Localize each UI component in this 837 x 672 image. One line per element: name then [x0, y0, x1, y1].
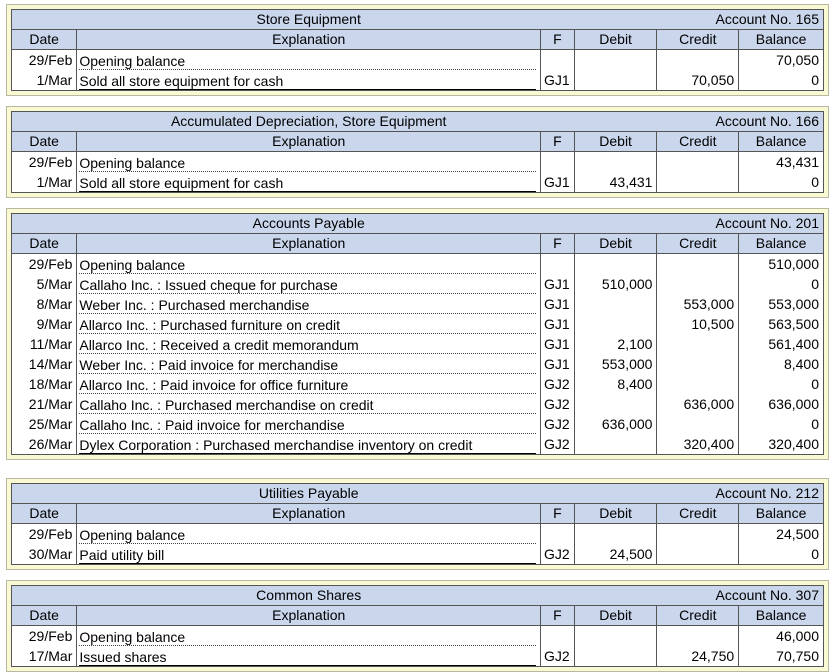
- column-header-row: [12, 30, 824, 50]
- row-credit: 24,750: [657, 646, 739, 667]
- title-spacer: [12, 484, 77, 504]
- row-balance: 636,000: [739, 394, 824, 414]
- table-row: [12, 172, 824, 193]
- ledger-table: [11, 111, 824, 193]
- explanation-header: Explanation: [77, 606, 541, 626]
- account-title: Utilities Payable: [77, 484, 541, 504]
- ledger-title-row: [12, 10, 824, 30]
- column-header-row: [12, 132, 824, 152]
- date-header: Date: [12, 606, 77, 626]
- row-balance: 43,431: [739, 152, 824, 173]
- row-folio: GJ1: [541, 314, 575, 334]
- account-number: Account No. 166: [541, 112, 824, 132]
- row-credit: [657, 334, 739, 354]
- credit-header: Credit: [657, 30, 739, 50]
- row-credit: [657, 544, 739, 565]
- row-credit: 70,050: [657, 70, 739, 91]
- ledger-title-row: [12, 112, 824, 132]
- row-balance: 70,750: [739, 646, 824, 667]
- table-row: [12, 374, 824, 394]
- row-explanation-cell: [77, 294, 541, 314]
- row-folio: GJ2: [541, 414, 575, 434]
- row-date: 29/Feb: [12, 524, 77, 545]
- table-row: [12, 524, 824, 545]
- ledger-account: [6, 4, 829, 96]
- table-row: [12, 626, 824, 647]
- row-credit: [657, 172, 739, 193]
- row-date: 9/Mar: [12, 314, 77, 334]
- row-balance: 0: [739, 544, 824, 565]
- row-explanation: Weber Inc. : Paid invoice for merchandise: [79, 355, 536, 374]
- row-balance: 70,050: [739, 50, 824, 71]
- row-explanation: Opening balance: [79, 153, 536, 172]
- row-explanation-cell: [77, 434, 541, 455]
- row-credit: 553,000: [657, 294, 739, 314]
- row-folio: GJ2: [541, 394, 575, 414]
- row-explanation-cell: [77, 374, 541, 394]
- ledger-table: [11, 9, 824, 91]
- row-folio: GJ2: [541, 374, 575, 394]
- row-balance: 561,400: [739, 334, 824, 354]
- row-explanation-cell: [77, 314, 541, 334]
- row-credit: [657, 254, 739, 275]
- title-spacer: [12, 112, 77, 132]
- row-balance: 0: [739, 274, 824, 294]
- row-explanation-cell: [77, 274, 541, 294]
- row-balance: 8,400: [739, 354, 824, 374]
- account-number: Account No. 307: [541, 586, 824, 606]
- row-date: 21/Mar: [12, 394, 77, 414]
- debit-header: Debit: [574, 606, 657, 626]
- row-credit: [657, 354, 739, 374]
- row-date: 29/Feb: [12, 50, 77, 71]
- balance-header: Balance: [739, 606, 824, 626]
- balance-header: Balance: [739, 132, 824, 152]
- row-credit: 320,400: [657, 434, 739, 455]
- row-balance: 0: [739, 70, 824, 91]
- ledger-title-row: [12, 586, 824, 606]
- row-debit: [574, 626, 657, 647]
- table-row: [12, 314, 824, 334]
- row-balance: 0: [739, 374, 824, 394]
- row-balance: 510,000: [739, 254, 824, 275]
- row-credit: [657, 626, 739, 647]
- table-row: [12, 434, 824, 455]
- row-balance: 553,000: [739, 294, 824, 314]
- row-credit: [657, 50, 739, 71]
- row-date: 11/Mar: [12, 334, 77, 354]
- row-explanation: Sold all store equipment for cash: [79, 173, 536, 192]
- row-explanation-cell: [77, 354, 541, 374]
- ledger-table: [11, 585, 824, 667]
- row-explanation-cell: [77, 394, 541, 414]
- title-spacer: [12, 214, 77, 234]
- row-folio: [541, 524, 575, 545]
- row-folio: [541, 50, 575, 71]
- row-explanation: Opening balance: [79, 525, 536, 544]
- row-debit: [574, 70, 657, 91]
- row-balance: 0: [739, 414, 824, 434]
- row-balance: 46,000: [739, 626, 824, 647]
- row-folio: GJ1: [541, 70, 575, 91]
- row-folio: GJ1: [541, 294, 575, 314]
- row-date: 18/Mar: [12, 374, 77, 394]
- row-credit: 10,500: [657, 314, 739, 334]
- debit-header: Debit: [574, 30, 657, 50]
- row-debit: 24,500: [574, 544, 657, 565]
- row-date: 1/Mar: [12, 70, 77, 91]
- ledger-title-row: [12, 484, 824, 504]
- row-debit: [574, 50, 657, 71]
- explanation-header: Explanation: [77, 30, 541, 50]
- row-balance: 320,400: [739, 434, 824, 455]
- row-date: 8/Mar: [12, 294, 77, 314]
- row-date: 5/Mar: [12, 274, 77, 294]
- debit-header: Debit: [574, 504, 657, 524]
- ledger-account: [6, 580, 829, 672]
- row-explanation: Allarco Inc. : Purchased furniture on credit: [79, 315, 536, 334]
- row-explanation-cell: [77, 414, 541, 434]
- folio-header: F: [541, 606, 575, 626]
- folio-header: F: [541, 504, 575, 524]
- row-debit: [574, 294, 657, 314]
- ledger-title-row: [12, 214, 824, 234]
- debit-header: Debit: [574, 132, 657, 152]
- title-spacer: [12, 10, 77, 30]
- ledger-table: [11, 213, 824, 455]
- folio-header: F: [541, 234, 575, 254]
- row-folio: [541, 254, 575, 275]
- row-folio: [541, 152, 575, 173]
- row-explanation: Callaho Inc. : Paid invoice for merchandise: [79, 415, 536, 434]
- row-debit: 43,431: [574, 172, 657, 193]
- row-date: 29/Feb: [12, 626, 77, 647]
- row-explanation: Allarco Inc. : Received a credit memorandum: [79, 335, 536, 354]
- row-folio: GJ2: [541, 646, 575, 667]
- row-debit: [574, 314, 657, 334]
- table-row: [12, 394, 824, 414]
- row-credit: 636,000: [657, 394, 739, 414]
- account-title: Store Equipment: [77, 10, 541, 30]
- row-folio: GJ1: [541, 354, 575, 374]
- ledger-account: [6, 106, 829, 198]
- table-row: [12, 354, 824, 374]
- row-debit: [574, 434, 657, 455]
- row-debit: [574, 524, 657, 545]
- table-row: [12, 294, 824, 314]
- row-balance: 563,500: [739, 314, 824, 334]
- row-explanation-cell: [77, 524, 541, 545]
- row-folio: GJ1: [541, 172, 575, 193]
- row-explanation: Sold all store equipment for cash: [79, 71, 536, 90]
- row-explanation-cell: [77, 544, 541, 565]
- row-date: 29/Feb: [12, 152, 77, 173]
- explanation-header: Explanation: [77, 504, 541, 524]
- table-row: [12, 334, 824, 354]
- debit-header: Debit: [574, 234, 657, 254]
- row-debit: 8,400: [574, 374, 657, 394]
- date-header: Date: [12, 234, 77, 254]
- row-explanation: Opening balance: [79, 255, 536, 274]
- folio-header: F: [541, 30, 575, 50]
- row-debit: [574, 646, 657, 667]
- explanation-header: Explanation: [77, 132, 541, 152]
- table-row: [12, 50, 824, 71]
- ledger-account: [6, 478, 829, 570]
- row-balance: 0: [739, 172, 824, 193]
- row-explanation-cell: [77, 334, 541, 354]
- row-explanation: Callaho Inc. : Purchased merchandise on credit: [79, 395, 536, 414]
- account-title: Common Shares: [77, 586, 541, 606]
- table-row: [12, 254, 824, 275]
- row-folio: GJ1: [541, 334, 575, 354]
- table-row: [12, 152, 824, 173]
- column-header-row: [12, 234, 824, 254]
- row-folio: GJ2: [541, 544, 575, 565]
- row-debit: 553,000: [574, 354, 657, 374]
- row-credit: [657, 152, 739, 173]
- folio-header: F: [541, 132, 575, 152]
- row-explanation-cell: [77, 626, 541, 647]
- row-explanation: Callaho Inc. : Issued cheque for purchase: [79, 275, 536, 294]
- table-row: [12, 414, 824, 434]
- explanation-header: Explanation: [77, 234, 541, 254]
- row-explanation-cell: [77, 70, 541, 91]
- account-number: Account No. 165: [541, 10, 824, 30]
- row-explanation: Allarco Inc. : Paid invoice for office furniture: [79, 375, 536, 394]
- row-date: 17/Mar: [12, 646, 77, 667]
- account-title: Accumulated Depreciation, Store Equipment: [77, 112, 541, 132]
- row-credit: [657, 374, 739, 394]
- account-title: Accounts Payable: [77, 214, 541, 234]
- row-explanation: Issued shares: [79, 647, 536, 666]
- row-debit: 636,000: [574, 414, 657, 434]
- row-credit: [657, 524, 739, 545]
- column-header-row: [12, 504, 824, 524]
- row-balance: 24,500: [739, 524, 824, 545]
- row-debit: 2,100: [574, 334, 657, 354]
- credit-header: Credit: [657, 234, 739, 254]
- row-folio: GJ1: [541, 274, 575, 294]
- account-number: Account No. 201: [541, 214, 824, 234]
- row-explanation-cell: [77, 152, 541, 173]
- ledger-table: [11, 483, 824, 565]
- ledger-account: [6, 208, 829, 460]
- title-spacer: [12, 586, 77, 606]
- credit-header: Credit: [657, 606, 739, 626]
- row-explanation: Weber Inc. : Purchased merchandise: [79, 295, 536, 314]
- table-row: [12, 274, 824, 294]
- row-date: 29/Feb: [12, 254, 77, 275]
- row-explanation-cell: [77, 172, 541, 193]
- credit-header: Credit: [657, 132, 739, 152]
- balance-header: Balance: [739, 234, 824, 254]
- row-folio: GJ2: [541, 434, 575, 455]
- table-row: [12, 646, 824, 667]
- row-explanation-cell: [77, 646, 541, 667]
- row-date: 26/Mar: [12, 434, 77, 455]
- row-debit: [574, 152, 657, 173]
- row-explanation: Dylex Corporation : Purchased merchandise inventory on credit: [79, 435, 536, 454]
- account-number: Account No. 212: [541, 484, 824, 504]
- row-explanation: Opening balance: [79, 627, 536, 646]
- row-folio: [541, 626, 575, 647]
- row-date: 25/Mar: [12, 414, 77, 434]
- row-explanation-cell: [77, 50, 541, 71]
- row-date: 14/Mar: [12, 354, 77, 374]
- row-credit: [657, 414, 739, 434]
- row-debit: [574, 254, 657, 275]
- row-explanation: Paid utility bill: [79, 545, 536, 564]
- row-debit: [574, 394, 657, 414]
- date-header: Date: [12, 30, 77, 50]
- table-row: [12, 70, 824, 91]
- row-date: 1/Mar: [12, 172, 77, 193]
- credit-header: Credit: [657, 504, 739, 524]
- balance-header: Balance: [739, 30, 824, 50]
- row-credit: [657, 274, 739, 294]
- row-date: 30/Mar: [12, 544, 77, 565]
- date-header: Date: [12, 132, 77, 152]
- row-debit: 510,000: [574, 274, 657, 294]
- column-header-row: [12, 606, 824, 626]
- row-explanation: Opening balance: [79, 51, 536, 70]
- row-explanation-cell: [77, 254, 541, 275]
- table-row: [12, 544, 824, 565]
- date-header: Date: [12, 504, 77, 524]
- balance-header: Balance: [739, 504, 824, 524]
